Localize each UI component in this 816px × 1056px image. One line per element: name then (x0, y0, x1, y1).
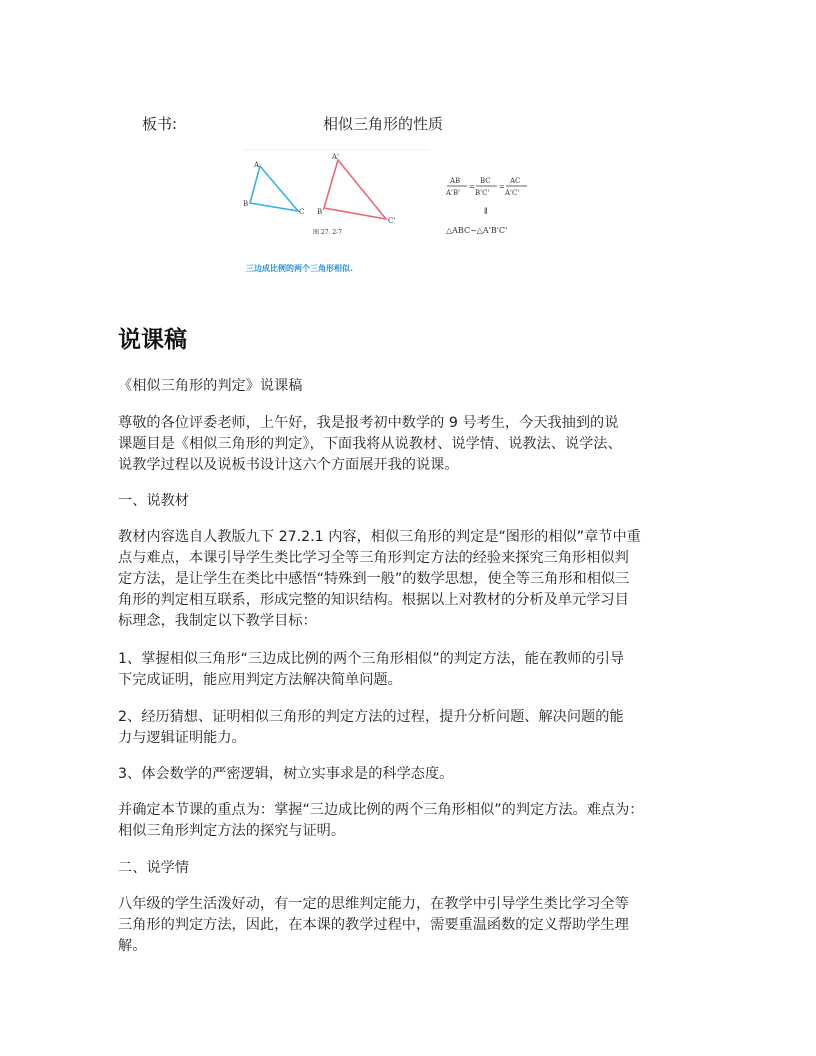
students-paragraph: 八年级的学生活泼好动，有一定的思维判定能力，在教学中引导学生类比学习全等 三角形的判定方法，因此，在本课的教学过程中，需要重温函数的定义帮助学生理 解。 (118, 896, 629, 954)
document-title: 《相似三角形的判定》说课稿 (118, 378, 303, 394)
blackboard-label: 板书: (142, 115, 178, 133)
ratio2-denominator: B'C' (475, 189, 490, 197)
vertex-b-label: B (243, 200, 249, 208)
implies-arrow: ⇓ (482, 207, 490, 217)
large-triangle (324, 160, 386, 219)
equals-sign-2: = (499, 183, 505, 191)
vertex-a-label: A (254, 161, 260, 169)
objective-2: 2、经历猜想、证明相似三角形的判定方法的过程，提升分析问题、解决问题的能 力与逻辑证明能力。 (118, 709, 624, 746)
textbook-paragraph: 教材内容选自人教版九下 27.2.1 内容，相似三角形的判定是“图形的相似”章节中重 点与难点，本课引导学生类比学习全等三角形判定方法的经验来探究三角形相似判 定方法，是让学生在类比中感悟“特殊到一般”的数学思想，使全等三角形和相似三 角形的判定相互联系，形成完整的知识结构。根据以上对教材的分析及单元学习目 标理念，我制定以下教学目标： (118, 529, 641, 629)
ratio3-denominator: A'C' (505, 189, 520, 197)
vertex-b-prime-label: B' (317, 208, 325, 216)
figure-caption: 三边成比例的两个三角形相似. (246, 264, 354, 273)
key-points-paragraph: 并确定本节课的重点为：掌握“三边成比例的两个三角形相似”的判定方法。难点为： 相似三角形判定方法的探究与证明。 (118, 802, 644, 839)
ratio1-denominator: A'B' (446, 189, 461, 197)
triangle-figure (240, 146, 540, 276)
figure-number: 图 27. 2-7 (313, 229, 343, 236)
vertex-c-prime-label: C' (388, 217, 396, 225)
ratio2-numerator: BC (480, 177, 491, 185)
small-triangle (250, 166, 298, 211)
equals-sign-1: = (469, 183, 475, 191)
vertex-c-label: C (299, 208, 305, 216)
blackboard-title: 相似三角形的性质 (323, 115, 444, 133)
vertex-a-prime-label: A' (332, 153, 339, 161)
page-heading: 说课稿 (118, 327, 187, 353)
ratio1-numerator: AB (450, 177, 461, 185)
intro-paragraph: 尊敬的各位评委老师，上午好，我是报考初中数学的 9 号考生，今天我抽到的说 课题目是《相似三角形的判定》，下面我将从说教材、说学情、说教法、说学法、 说教学过程以及说板书设计这六个方面展开我的说课。 (118, 415, 622, 473)
objective-3: 3、体会数学的严密逻辑，树立实事求是的科学态度。 (118, 766, 454, 782)
ratio3-numerator: AC (510, 177, 521, 185)
blackboard-figure (240, 146, 540, 276)
similarity-conclusion: △ABC∽△A'B'C' (446, 226, 508, 235)
objective-1: 1、掌握相似三角形“三边成比例的两个三角形相似”的判定方法，能在教师的引导 下完成证明，能应用判定方法解决简单问题。 (118, 651, 625, 688)
section-heading-students: 二、说学情 (118, 860, 189, 876)
section-heading-textbook: 一、说教材 (118, 493, 189, 509)
